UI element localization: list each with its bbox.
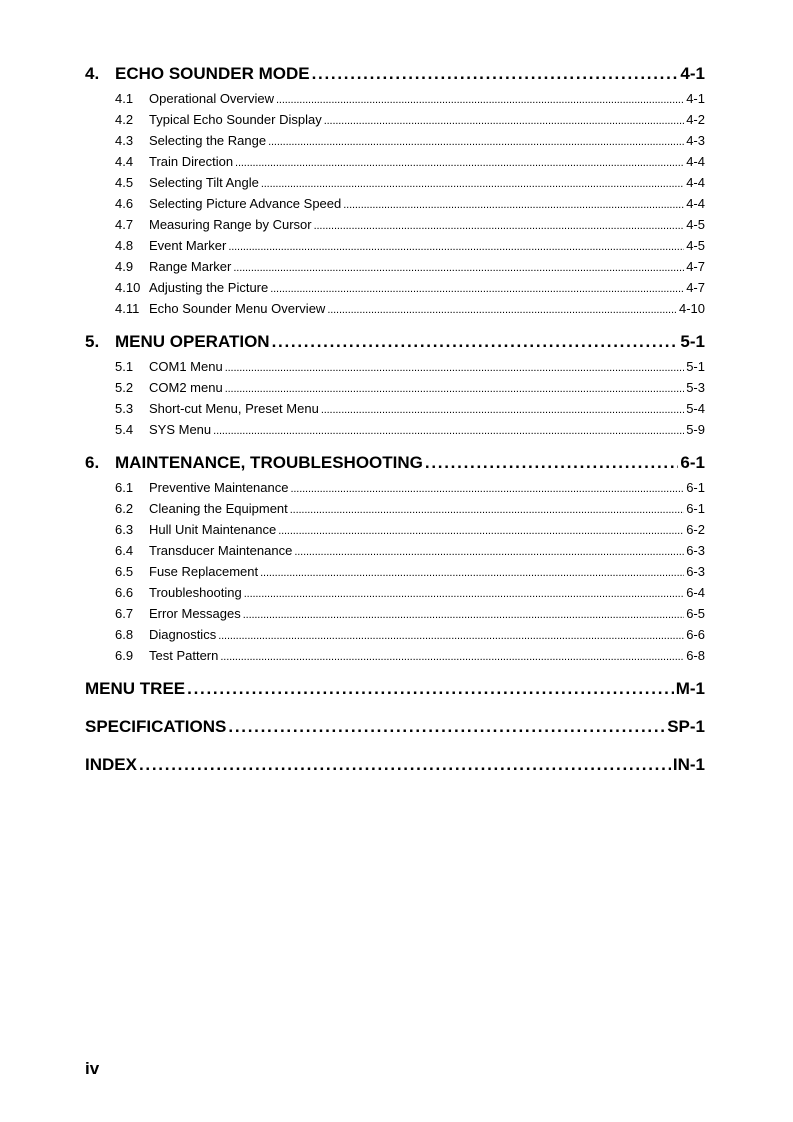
dot-leader — [343, 193, 684, 216]
dot-leader — [243, 603, 684, 626]
section-title: COM2 menu — [149, 380, 223, 395]
section-page-number: 4-5 — [686, 238, 705, 253]
section-title: Event Marker — [149, 238, 227, 253]
dot-leader — [260, 561, 684, 584]
section-page-number: 5-9 — [686, 422, 705, 437]
section-page-number: 5-3 — [686, 380, 705, 395]
section-page-number: 4-2 — [686, 112, 705, 127]
section-number: 5.1 — [115, 359, 134, 374]
section-number: 4.3 — [115, 133, 134, 148]
toc-entry-appendix[interactable] — [85, 678, 705, 700]
section-page-number: 5-4 — [686, 401, 705, 416]
section-page-number: 6-3 — [686, 564, 705, 579]
chapter-page-number: 4-1 — [680, 64, 705, 83]
dot-leader — [425, 452, 679, 474]
section-page-number: 6-1 — [686, 501, 705, 516]
section-title: Adjusting the Picture — [149, 280, 269, 295]
dot-leader — [244, 582, 684, 605]
dot-leader — [139, 754, 671, 776]
dot-leader — [228, 716, 665, 738]
toc-entry-section[interactable] — [85, 561, 705, 582]
toc-entry-section[interactable] — [85, 130, 705, 151]
dot-leader — [225, 377, 685, 400]
dot-leader — [270, 277, 684, 300]
section-list — [85, 477, 705, 666]
toc-entry-chapter[interactable] — [85, 452, 705, 474]
section-title: Transducer Maintenance — [149, 543, 293, 558]
section-title: Cleaning the Equipment — [149, 501, 288, 516]
appendix-page-number: SP-1 — [667, 717, 705, 736]
dot-leader — [324, 109, 685, 132]
section-page-number: 6-2 — [686, 522, 705, 537]
section-title: Test Pattern — [149, 648, 219, 663]
section-page-number: 4-4 — [686, 154, 705, 169]
section-page-number: 4-4 — [686, 196, 705, 211]
section-page-number: 6-4 — [686, 585, 705, 600]
section-page-number: 4-1 — [686, 91, 705, 106]
section-number: 6.5 — [115, 564, 134, 579]
appendix-page-number: IN-1 — [672, 755, 705, 774]
toc-entry-section[interactable] — [85, 109, 705, 130]
section-title: Error Messages — [149, 606, 241, 621]
section-title: Echo Sounder Menu Overview — [149, 301, 326, 316]
section-number: 6.9 — [115, 648, 134, 663]
section-number: 4.11 — [115, 301, 140, 316]
section-page-number: 5-1 — [686, 359, 705, 374]
section-number: 6.4 — [115, 543, 134, 558]
section-number: 4.6 — [115, 196, 134, 211]
toc-entry-chapter[interactable] — [85, 63, 705, 85]
dot-leader — [276, 88, 684, 111]
toc-entry-section[interactable] — [85, 214, 705, 235]
section-title: Fuse Replacement — [149, 564, 259, 579]
section-title: Troubleshooting — [149, 585, 242, 600]
section-title: COM1 Menu — [149, 359, 223, 374]
toc-entry-section[interactable] — [85, 277, 705, 298]
toc-entry-section[interactable] — [85, 151, 705, 172]
chapter-list — [85, 63, 705, 666]
toc-entry-appendix[interactable] — [85, 716, 705, 738]
dot-leader — [225, 356, 685, 379]
section-number: 4.8 — [115, 238, 134, 253]
chapter-title: MAINTENANCE, TROUBLESHOOTING — [115, 453, 423, 472]
section-title: Operational Overview — [149, 91, 274, 106]
section-number: 6.1 — [115, 480, 134, 495]
toc-entry-section[interactable] — [85, 645, 705, 666]
dot-leader — [235, 151, 684, 174]
section-title: Selecting Picture Advance Speed — [149, 196, 342, 211]
chapter-title: ECHO SOUNDER MODE — [115, 64, 310, 83]
toc-entry-section[interactable] — [85, 603, 705, 624]
chapter-number: 4. — [85, 64, 100, 83]
section-page-number: 6-8 — [686, 648, 705, 663]
dot-leader — [290, 477, 684, 500]
section-number: 4.7 — [115, 217, 134, 232]
chapter-block — [85, 331, 705, 440]
section-title: Range Marker — [149, 259, 232, 274]
toc-entry-section[interactable] — [85, 377, 705, 398]
section-title: Selecting Tilt Angle — [149, 175, 259, 190]
toc-entry-section[interactable] — [85, 498, 705, 519]
toc-entry-section[interactable] — [85, 519, 705, 540]
section-title: Selecting the Range — [149, 133, 267, 148]
section-number: 5.4 — [115, 422, 134, 437]
section-number: 4.9 — [115, 259, 134, 274]
section-number: 6.3 — [115, 522, 134, 537]
section-page-number: 6-1 — [686, 480, 705, 495]
toc-entry-section[interactable] — [85, 172, 705, 193]
toc-entry-appendix[interactable] — [85, 754, 705, 776]
section-page-number: 4-10 — [678, 301, 705, 316]
section-page-number: 4-4 — [686, 175, 705, 190]
dot-leader — [213, 419, 684, 442]
dot-leader — [327, 298, 677, 321]
section-number: 4.1 — [115, 91, 134, 106]
toc-entry-section[interactable] — [85, 235, 705, 256]
dot-leader — [294, 540, 684, 563]
section-title: Preventive Maintenance — [149, 480, 289, 495]
dot-leader — [218, 624, 684, 647]
section-page-number: 6-3 — [686, 543, 705, 558]
page-folio: iv — [85, 1059, 100, 1078]
chapter-block — [85, 452, 705, 666]
dot-leader — [187, 678, 674, 700]
section-number: 6.7 — [115, 606, 134, 621]
section-title: Hull Unit Maintenance — [149, 522, 277, 537]
toc-entry-section[interactable] — [85, 398, 705, 419]
dot-leader — [312, 63, 679, 85]
section-list — [85, 356, 705, 440]
section-number: 6.2 — [115, 501, 134, 516]
toc-entry-section[interactable] — [85, 477, 705, 498]
section-number: 6.8 — [115, 627, 134, 642]
dot-leader — [321, 398, 684, 421]
chapter-title: MENU OPERATION — [115, 332, 270, 351]
toc-entry-section[interactable] — [85, 356, 705, 377]
section-page-number: 6-5 — [686, 606, 705, 621]
dot-leader — [314, 214, 685, 237]
toc-entry-section[interactable] — [85, 88, 705, 109]
section-list — [85, 88, 705, 319]
chapter-number: 5. — [85, 332, 100, 351]
dot-leader — [278, 519, 684, 542]
section-title: Typical Echo Sounder Display — [149, 112, 322, 127]
section-title: Train Direction — [149, 154, 234, 169]
section-title: SYS Menu — [149, 422, 212, 437]
dot-leader — [268, 130, 684, 153]
section-title: Measuring Range by Cursor — [149, 217, 312, 232]
appendix-page-number: M-1 — [675, 679, 705, 698]
section-page-number: 4-3 — [686, 133, 705, 148]
section-page-number: 6-6 — [686, 627, 705, 642]
dot-leader — [228, 235, 684, 258]
toc-entry-section[interactable] — [85, 298, 705, 319]
chapter-page-number: 5-1 — [680, 332, 705, 351]
section-page-number: 4-7 — [686, 259, 705, 274]
chapter-page-number: 6-1 — [680, 453, 705, 472]
table-of-contents — [85, 63, 705, 792]
toc-entry-section[interactable] — [85, 419, 705, 440]
appendix-title: INDEX — [85, 755, 137, 774]
chapter-block — [85, 63, 705, 319]
toc-entry-section[interactable] — [85, 193, 705, 214]
section-number: 4.2 — [115, 112, 134, 127]
section-title: Short-cut Menu, Preset Menu — [149, 401, 319, 416]
appendix-title: MENU TREE — [85, 679, 186, 698]
section-page-number: 4-5 — [686, 217, 705, 232]
section-title: Diagnostics — [149, 627, 217, 642]
appendix-list — [85, 678, 705, 776]
appendix-title: SPECIFICATIONS — [85, 717, 227, 736]
toc-entry-section[interactable] — [85, 582, 705, 603]
dot-leader — [272, 331, 679, 353]
chapter-number: 6. — [85, 453, 100, 472]
section-number: 4.4 — [115, 154, 134, 169]
section-number: 6.6 — [115, 585, 134, 600]
toc-entry-section[interactable] — [85, 540, 705, 561]
section-number: 4.10 — [115, 280, 141, 295]
dot-leader — [290, 498, 684, 521]
toc-entry-section[interactable] — [85, 256, 705, 277]
dot-leader — [233, 256, 684, 279]
toc-entry-section[interactable] — [85, 624, 705, 645]
section-page-number: 4-7 — [686, 280, 705, 295]
section-number: 4.5 — [115, 175, 134, 190]
dot-leader — [261, 172, 684, 195]
section-number: 5.3 — [115, 401, 134, 416]
dot-leader — [220, 645, 684, 668]
toc-entry-chapter[interactable] — [85, 331, 705, 353]
section-number: 5.2 — [115, 380, 134, 395]
